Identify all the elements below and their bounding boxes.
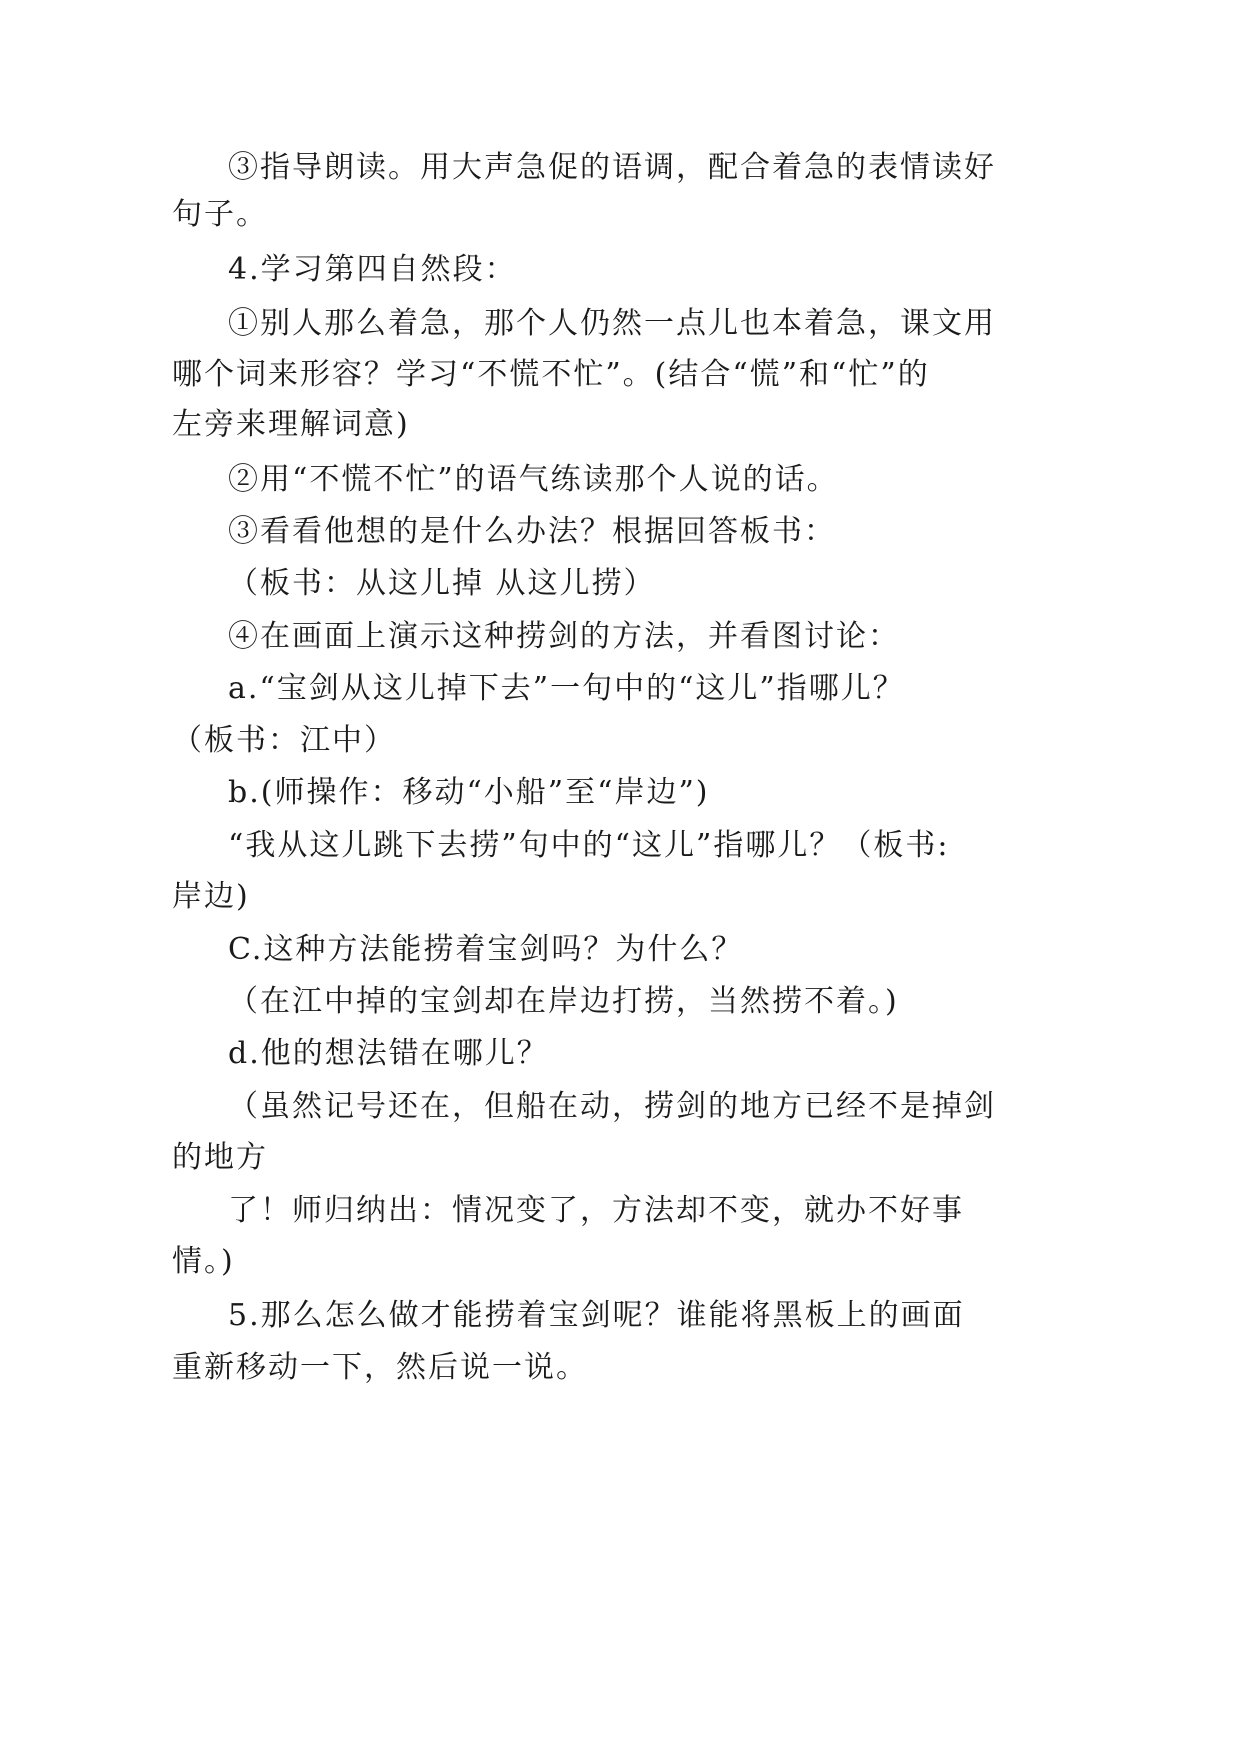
text-line: 句子。 xyxy=(172,197,268,232)
text-line: （虽然记号还在，但船在动，捞剑的地方已经不是掉剑 xyxy=(228,1089,996,1124)
text-line: ③看看他想的是什么办法？根据回答板书： xyxy=(228,514,836,549)
text-line: 了！师归纳出：情况变了，方法却不变，就办不好事 xyxy=(228,1193,964,1228)
text-line: （板书：江中） xyxy=(172,723,396,758)
text-line: “我从这儿跳下去捞”句中的“这儿”指哪儿？（板书: xyxy=(228,828,950,863)
text-line: 情。) xyxy=(172,1244,235,1279)
text-line: ③指导朗读。用大声急促的语调，配合着急的表情读好 xyxy=(228,150,996,185)
text-line: 重新移动一下，然后说一说。 xyxy=(172,1350,588,1385)
text-line: （在江中掉的宝剑却在岸边打捞，当然捞不着。) xyxy=(228,984,899,1019)
text-line: ②用“不慌不忙”的语气练读那个人说的话。 xyxy=(228,462,839,497)
text-line: 4.学习第四自然段： xyxy=(228,252,517,287)
text-line: 的地方 xyxy=(172,1140,268,1175)
text-line: ①别人那么着急，那个人仍然一点儿也本着急，课文用 xyxy=(228,306,996,341)
text-line: d.他的想法错在哪儿？ xyxy=(228,1036,549,1071)
text-line: a.“宝剑从这儿掉下去”一句中的“这儿”指哪儿？ xyxy=(228,671,905,706)
text-line: 岸边) xyxy=(172,879,250,914)
text-line: 哪个词来形容？学习“不慌不忙”。(结合“慌”和“忙”的 xyxy=(172,357,930,392)
text-line: （板书：从这儿掉 从这儿捞） xyxy=(228,566,656,601)
text-line: 5.那么怎么做才能捞着宝剑呢？谁能将黑板上的画面 xyxy=(228,1298,965,1333)
text-line: C.这种方法能捞着宝剑吗？为什么？ xyxy=(228,932,744,967)
text-line: ④在画面上演示这种捞剑的方法，并看图讨论： xyxy=(228,619,900,654)
text-line: 左旁来理解词意) xyxy=(172,407,410,442)
text-line: b.(师操作：移动“小船”至“岸边”) xyxy=(228,775,710,810)
